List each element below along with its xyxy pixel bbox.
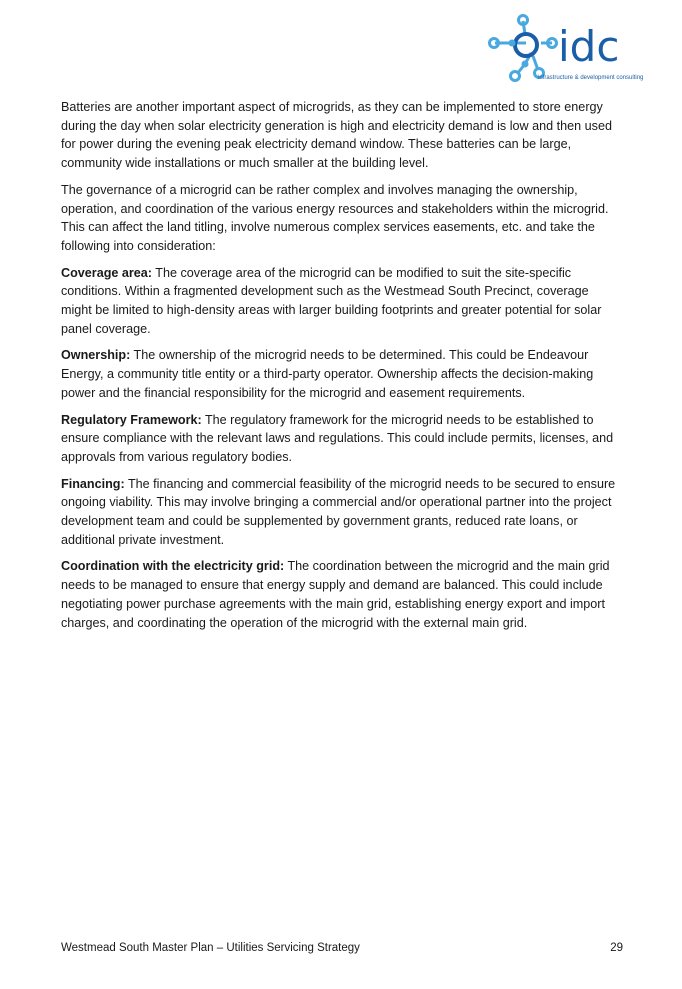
paragraph-text: The ownership of the microgrid needs to be determined. This could be Endeavour Energy, a community title entity or a third-party operator. Ownership affects the decision-making power and the financial responsibility for the microgrid and easement requirements. xyxy=(61,348,594,400)
footer-document-title: Westmead South Master Plan – Utilities Servicing Strategy xyxy=(61,942,360,954)
paragraph-coverage-area xyxy=(61,264,621,339)
paragraph-text: The coordination between the microgrid and the main grid needs to be managed to ensure that energy supply and demand are balanced. This could include negotiating power purchase agreements with the main grid, establishing energy export and import charges, and coordinating the operation of the microgrid with the external main grid. xyxy=(61,559,610,630)
logo-tagline: infrastructure & development consulting xyxy=(538,75,644,81)
logo-wordmark: idc xyxy=(558,22,620,71)
paragraph-regulatory-framework xyxy=(61,411,621,467)
paragraph-governance xyxy=(61,181,621,256)
page-number: 29 xyxy=(610,942,623,954)
paragraph-text: Batteries are another important aspect of microgrids, as they can be implemented to store energy during the day when solar electricity generation is high and electricity demand is low and then used for power during the evening peak electricity demand window. These batteries can be large, community wide installations or much smaller at the building level. xyxy=(61,100,612,171)
paragraph-lead: Coordination with the electricity grid: xyxy=(61,559,285,574)
paragraph-lead: Financing: xyxy=(61,476,125,491)
paragraph-text: The governance of a microgrid can be rather complex and involves managing the ownership, operation, and coordination of the various energy resources and stakeholders within the microgrid. This can affect the land titling, involve numerous complex services easements, etc. and take the following into consideration: xyxy=(61,182,609,253)
paragraph-lead: Regulatory Framework: xyxy=(61,412,202,427)
paragraph-text: The coverage area of the microgrid can be modified to suit the site-specific conditions. Within a fragmented development such as the Westmead South Precinct, coverage might be limited to high-density areas with larger building footprints and greater potential for solar panel coverage. xyxy=(61,265,602,336)
paragraph-text: The financing and commercial feasibility of the microgrid needs to be secured to ensure ongoing viability. This may involve bringing a commercial and/or operational partner into the project development team and could be supplemented by government grants, reduced rate loans, or additional private investment. xyxy=(61,476,616,547)
body-text xyxy=(61,98,621,640)
company-logo xyxy=(486,12,644,90)
paragraph-lead: Coverage area: xyxy=(61,265,153,280)
paragraph-batteries xyxy=(61,98,621,173)
paragraph-lead: Ownership: xyxy=(61,348,131,363)
paragraph-financing xyxy=(61,475,621,550)
paragraph-ownership xyxy=(61,346,621,402)
paragraph-text: The regulatory framework for the microgrid needs to be established to ensure compliance with the relevant laws and regulations. This could include permits, licenses, and approvals from various regulatory bodies. xyxy=(61,412,614,464)
paragraph-grid-coordination xyxy=(61,557,621,632)
